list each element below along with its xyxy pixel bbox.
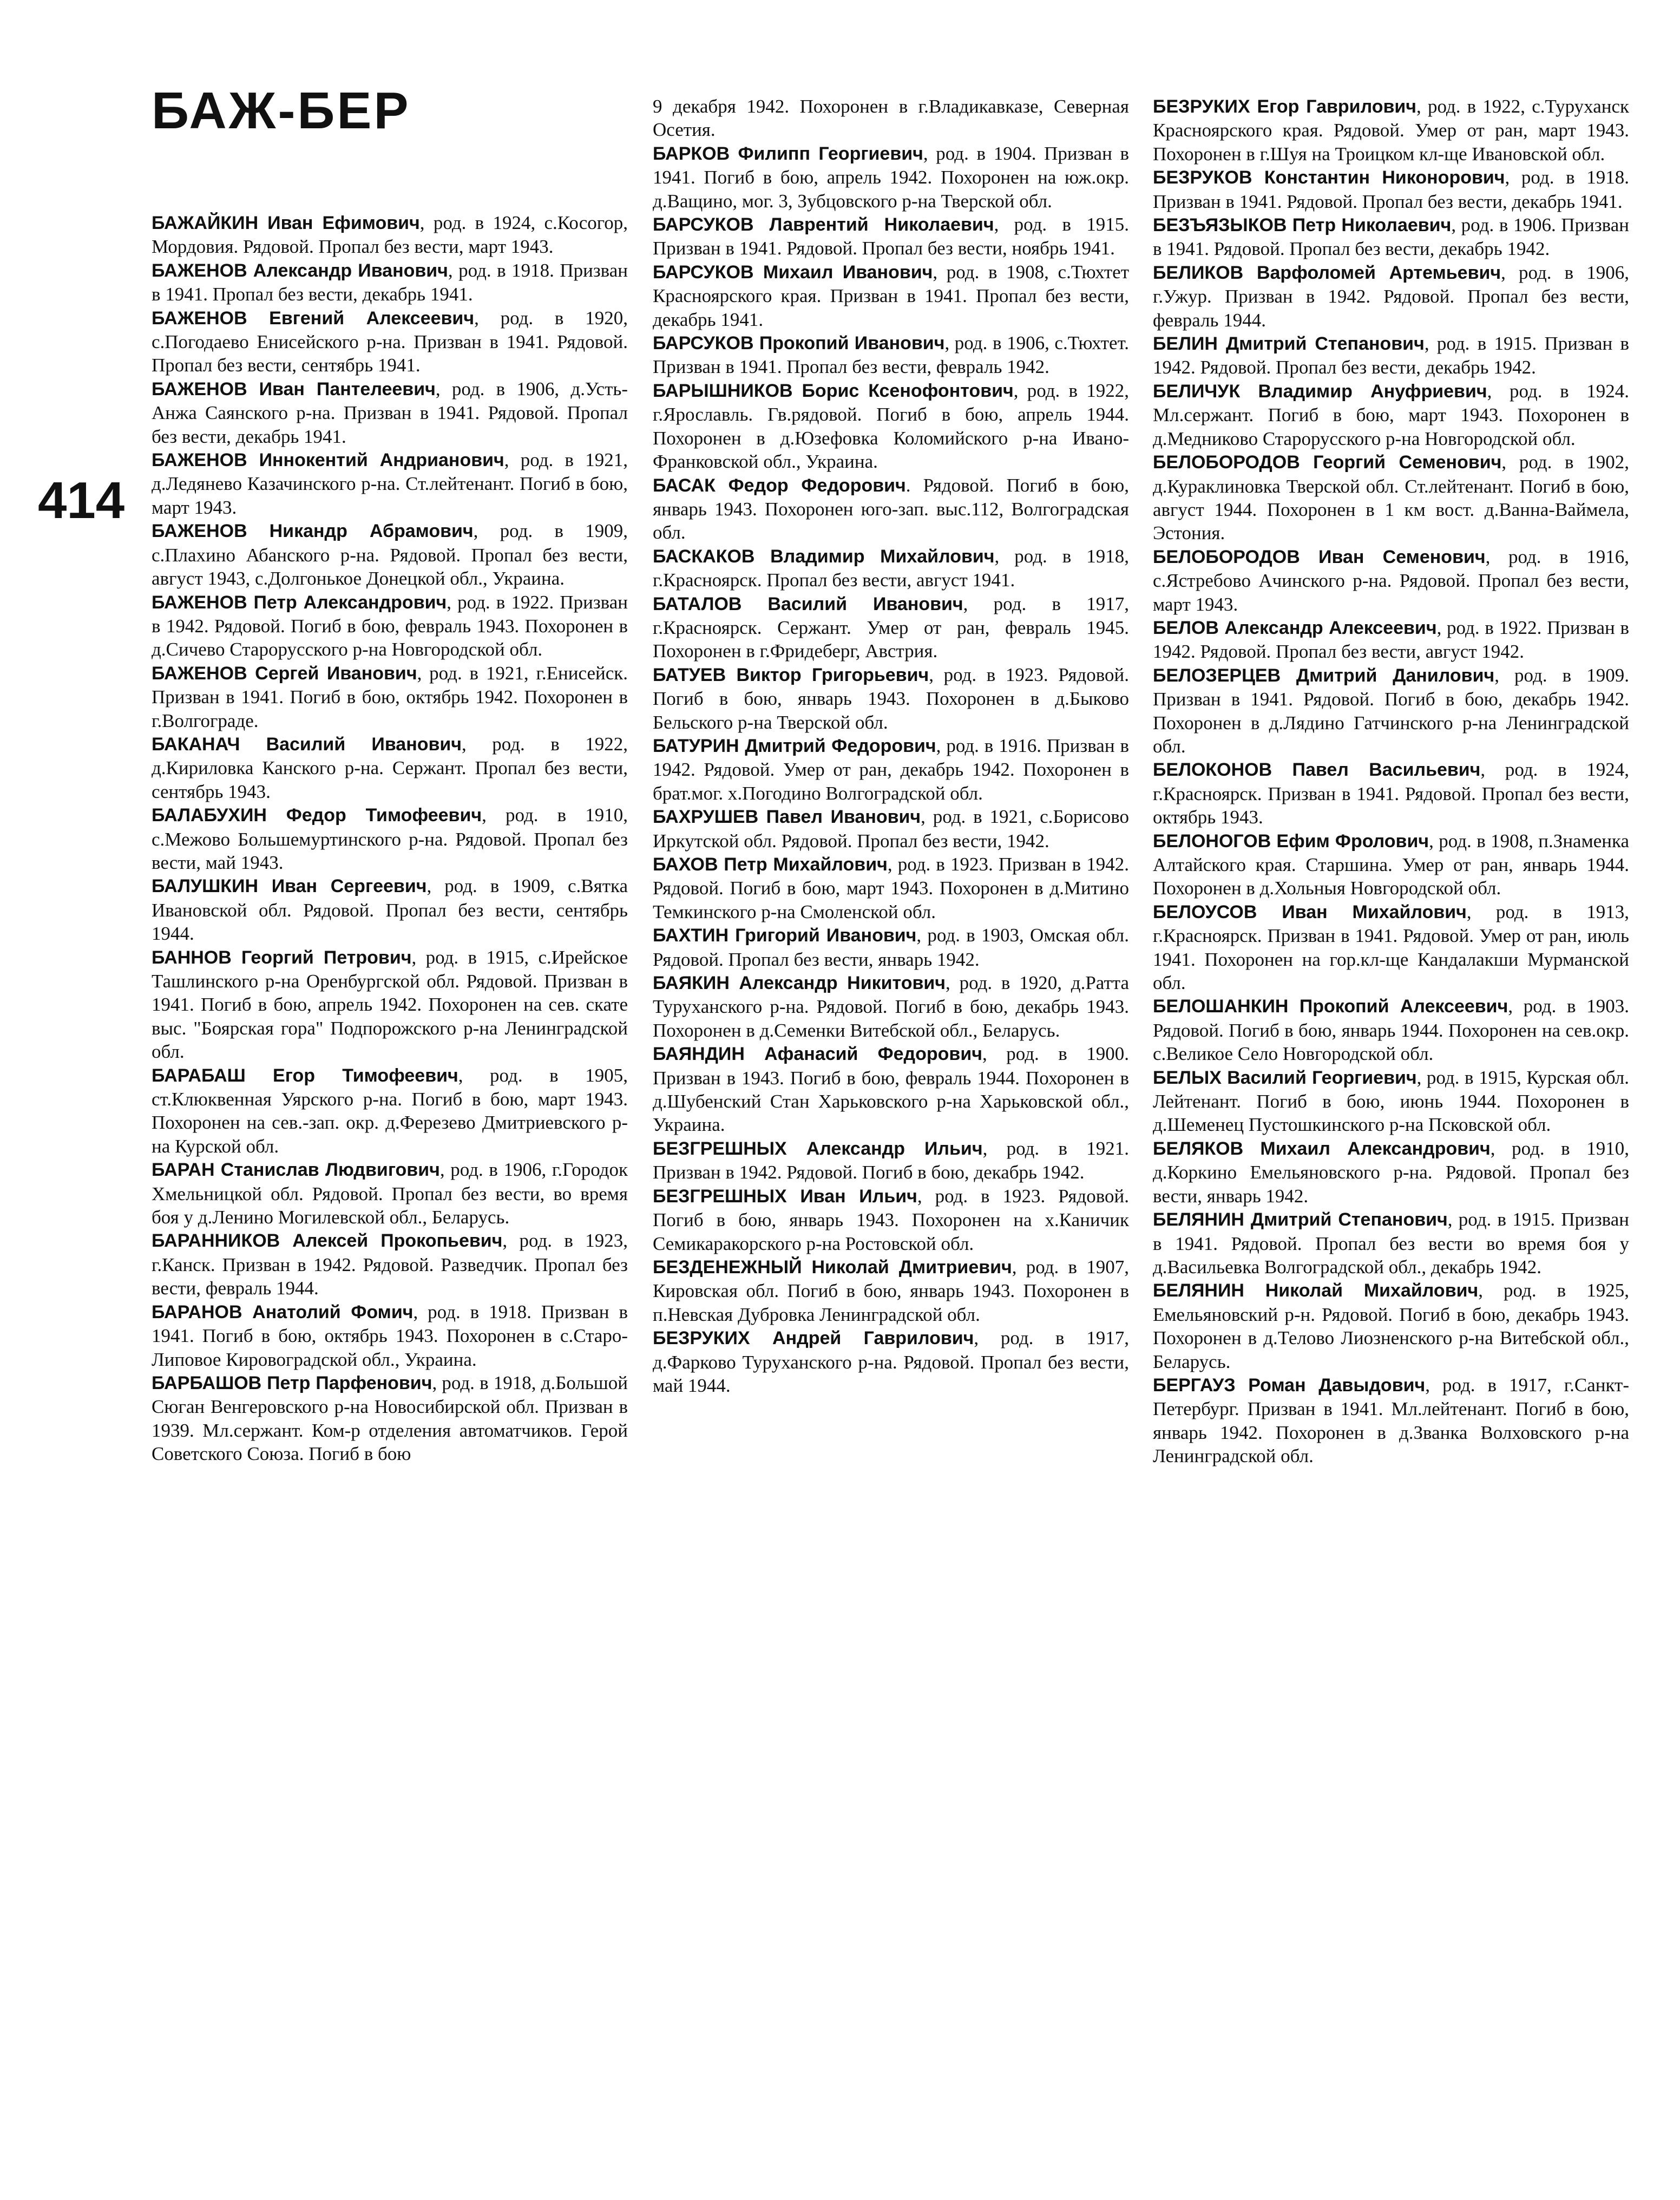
entry-name: БЕЛИЧУК Владимир Ануфриевич	[1153, 381, 1487, 402]
list-item	[152, 448, 628, 519]
list-item	[152, 662, 628, 732]
list-item	[1153, 1208, 1629, 1279]
list-item	[152, 1158, 628, 1229]
entry-name: БАЖЕНОВ Иван Пантелеевич	[152, 378, 436, 400]
list-item	[653, 379, 1129, 474]
entry-text: , род. в 1907, Кировская обл. Погиб в бою, январь 1943. Похоронен в п.Невская Дубровка Ленинградской обл.	[653, 1256, 1129, 1325]
entry-name: БАРСУКОВ Лаврентий Николаевич	[653, 214, 994, 235]
list-item	[653, 853, 1129, 924]
entry-text: , род. в 1906, с.Тюхтет. Призван в 1941. Пропал без вести, февраль 1942.	[653, 332, 1129, 378]
entry-text: , род. в 1923. Рядовой. Погиб в бою, январь 1943. Похоронен в д.Быково Бельского р-на Тверской обл.	[653, 664, 1129, 733]
entry-text: , род. в 1906, г.Городок Хмельницкой обл. Рядовой. Пропал без вести, во время боя у д.Ленино Могилевской обл., Беларусь.	[152, 1159, 628, 1228]
list-item	[1153, 1279, 1629, 1373]
entry-text: , род. в 1916. Призван в 1942. Рядовой. Умер от ран, декабрь 1942. Похоронен в брат.мог. х.Погодино Волгоградской обл.	[653, 735, 1129, 804]
list-item	[152, 946, 628, 1064]
entry-text: , род. в 1913, г.Красноярск. Призван в 1941. Рядовой. Умер от ран, июль 1941. Похоронен на гор.кл-ще Кандалакши Мурманской обл.	[1153, 901, 1629, 994]
list-item	[653, 734, 1129, 805]
list-item	[653, 142, 1129, 213]
entry-name: БЕЛЯНИН Николай Михайлович	[1153, 1280, 1479, 1301]
entry-name: БЕЛЯНИН Дмитрий Степанович	[1153, 1209, 1448, 1230]
list-item	[152, 732, 628, 803]
list-item	[653, 971, 1129, 1042]
entry-name: БАРСУКОВ Прокопий Иванович	[653, 333, 945, 354]
list-item	[653, 1326, 1129, 1397]
entry-name: БЕЗЪЯЗЫКОВ Петр Николаевич	[1153, 215, 1452, 236]
entry-text: 9 декабря 1942. Похоронен в г.Владикавказе, Северная Осетия.	[653, 96, 1129, 141]
entry-text: , род. в 1921, с.Борисово Иркутской обл. Рядовой. Пропал без вести, 1942.	[653, 806, 1130, 852]
list-item	[152, 803, 628, 874]
entry-text: , род. в 1915. Призван в 1941. Рядовой. Пропал без вести, ноябрь 1941.	[653, 214, 1129, 259]
list-item	[653, 805, 1129, 853]
entry-text: , род. в 1923, г.Канск. Призван в 1942. Рядовой. Разведчик. Пропал без вести, февраль 1944.	[152, 1230, 628, 1299]
entry-name: БАЯКИН Александр Никитович	[653, 973, 946, 994]
entry-text: , род. в 1921. Призван в 1942. Рядовой. Погиб в бою, декабрь 1942.	[653, 1137, 1129, 1183]
list-item	[1153, 450, 1629, 545]
entry-name: БЕЗГРЕШНЫХ Александр Ильич	[653, 1138, 983, 1159]
list-item	[1153, 379, 1629, 450]
list-item	[152, 211, 628, 259]
column-2	[653, 95, 1129, 1397]
entry-text: , род. в 1909, с.Плахино Абанского р-на. Рядовой. Пропал без вести, август 1943, с.Долгонькое Донецкой обл., Украина.	[152, 520, 628, 590]
entry-name: БАЖЕНОВ Петр Александрович	[152, 592, 447, 613]
entry-text: , род. в 1906, г.Ужур. Призван в 1942. Рядовой. Пропал без вести, февраль 1944.	[1153, 261, 1630, 331]
entry-text: , род. в 1918, д.Большой Сюган Венгеровского р-на Новосибирской обл. Призван в 1939. Мл.сержант. Ком-р отделения автоматчиков. Герой Советского Союза. Погиб в бою	[152, 1372, 628, 1465]
entry-name: БАТАЛОВ Василий Иванович	[653, 593, 963, 614]
list-item	[653, 545, 1129, 592]
entry-name: БАЖЕНОВ Александр Иванович	[152, 260, 448, 281]
entry-text: , род. в 1922, г.Ярославль. Гв.рядовой. Погиб в бою, апрель 1944. Похоронен в д.Юзефовка Коломийского р-на Ивано-Франковской обл., Украина.	[653, 379, 1130, 473]
entry-text: , род. в 1902, д.Кураклиновка Тверской обл. Ст.лейтенант. Погиб в бою, август 1944. Похоронен в 1 км вост. д.Ванна-Ваймела, Эстония.	[1153, 451, 1630, 544]
entry-name: БЕЗДЕНЕЖНЫЙ Николай Дмитриевич	[653, 1256, 1012, 1278]
list-item	[152, 306, 628, 377]
entry-text: , род. в 1918, г.Красноярск. Пропал без вести, август 1941.	[653, 545, 1130, 591]
list-item	[653, 1255, 1129, 1326]
entry-text: , род. в 1900. Призван в 1943. Погиб в бою, февраль 1944. Похоронен в д.Шубенский Стан Харьковского р-на Харьковской обл., Украина.	[653, 1043, 1129, 1136]
entry-text: , род. в 1904. Призван в 1941. Погиб в бою, апрель 1942. Похоронен на юж.окр. д.Ващино, мог. 3, Зубцовского р-на Тверской обл.	[653, 142, 1129, 212]
entry-name: БАРАН Станислав Людвигович	[152, 1160, 440, 1181]
entry-text: , род. в 1916, с.Ястребово Ачинского р-на. Рядовой. Пропал без вести, март 1943.	[1153, 546, 1629, 615]
entry-name: БАРСУКОВ Михаил Иванович	[653, 261, 933, 283]
entry-text: , род. в 1925, Емельяновский р-н. Рядовой. Погиб в бою, декабрь 1943. Похоронен в д.Телово Лиозненского р-на Витебской обл., Беларусь.	[1153, 1280, 1629, 1372]
entry-name: БЕЛОУСОВ Иван Михайлович	[1153, 901, 1467, 922]
entry-text: , род. в 1922, с.Туруханск Красноярского края. Рядовой. Умер от ран, март 1943. Похоронен в г.Шуя на Троицком кл-ще Ивановской обл.	[1153, 96, 1629, 165]
list-item	[653, 213, 1129, 260]
entry-text: , род. в 1903. Рядовой. Погиб в бою, январь 1944. Похоронен на сев.окр. с.Великое Село Новгородской обл.	[1153, 996, 1629, 1065]
list-item	[152, 1371, 628, 1466]
entry-name: БАЛАБУХИН Федор Тимофеевич	[152, 805, 482, 826]
list-item	[653, 663, 1129, 734]
entry-text: , род. в 1918. Призван в 1941. Погиб в бою, октябрь 1943. Похоронен в с.Старо-Липовое Кировоградской обл., Украина.	[152, 1301, 628, 1370]
entry-name: БЕЛОКОНОВ Павел Васильевич	[1153, 759, 1481, 781]
list-item	[653, 924, 1129, 971]
entry-name: БАТУРИН Дмитрий Федорович	[653, 735, 936, 756]
entry-name: БАРБАШОВ Петр Парфенович	[152, 1372, 432, 1393]
entry-name: БАЖЕНОВ Никандр Абрамович	[152, 521, 474, 542]
entry-text: , род. в 1915, с.Ирейское Ташлинского р-на Оренбургской обл. Рядовой. Призван в 1941. Погиб в бою, апрель 1942. Похоронен на сев. скате выс. "Боярская гора" Подпорожского р-на Ленинградской обл.	[152, 946, 628, 1063]
entry-text: . Рядовой. Погиб в бою, январь 1943. Похоронен юго-зап. выс.112, Волгоградская обл.	[653, 474, 1129, 544]
entry-text: , род. в 1910, д.Коркино Емельяновского р-на. Рядовой. Пропал без вести, январь 1942.	[1153, 1137, 1629, 1207]
list-item	[152, 1064, 628, 1158]
list-item	[152, 591, 628, 662]
entry-name: БЕЛОНОГОВ Ефим Фролович	[1153, 830, 1429, 852]
entry-name: БАСКАКОВ Владимир Михайлович	[653, 546, 995, 567]
entry-name: БАННОВ Георгий Петрович	[152, 947, 412, 968]
list-item	[1153, 616, 1629, 664]
list-item	[653, 1184, 1129, 1255]
list-item	[1153, 166, 1629, 213]
entry-text: , род. в 1918. Призван в 1941. Пропал без вести, декабрь 1941.	[152, 259, 628, 305]
entry-name: БЕРГАУЗ Роман Давыдович	[1153, 1374, 1426, 1396]
entry-name: БАСАК Федор Федорович	[653, 475, 906, 496]
list-item	[653, 1042, 1129, 1137]
entry-name: БЕЛЫХ Василий Георгиевич	[1153, 1067, 1417, 1088]
entry-name: БАХРУШЕВ Павел Иванович	[653, 807, 921, 828]
entry-text: , род. в 1915. Призван в 1941. Рядовой. Пропал без вести во время боя у д.Васильевка Волгоградской обл., декабрь 1942.	[1153, 1209, 1629, 1278]
entry-name: БАЖЕНОВ Иннокентий Андрианович	[152, 450, 504, 471]
column-1	[152, 211, 628, 1466]
column-3	[1153, 95, 1629, 1468]
entry-text: , род. в 1921, д.Ледянево Казачинского р-на. Ст.лейтенант. Погиб в бою, март 1943.	[152, 449, 628, 518]
entry-text: , род. в 1922, д.Кириловка Канского р-на. Сержант. Пропал без вести, сентябрь 1943.	[152, 733, 628, 802]
list-item	[1153, 95, 1629, 166]
list-item	[1153, 213, 1629, 261]
list-item	[1153, 1137, 1629, 1208]
list-item	[1153, 900, 1629, 995]
entry-text: , род. в 1908, с.Тюхтет Красноярского края. Призван в 1941. Пропал без вести, декабрь 1941.	[653, 261, 1129, 330]
list-item	[1153, 332, 1629, 379]
list-item	[653, 331, 1129, 379]
list-item	[1153, 758, 1629, 829]
entry-name: БЕЗРУКОВ Константин Никонорович	[1153, 167, 1505, 188]
list-item	[1153, 1373, 1629, 1468]
list-item	[152, 874, 628, 945]
entry-text: , род. в 1920, с.Погодаево Енисейского р-на. Призван в 1941. Рядовой. Пропал без вести, сентябрь 1941.	[152, 307, 628, 376]
entry-name: БАКАНАЧ Василий Иванович	[152, 734, 462, 755]
entry-name: БАРКОВ Филипп Георгиевич	[653, 143, 923, 164]
entry-text: , род. в 1905, ст.Клюквенная Уярского р-на. Погиб в бою, март 1943. Похоронен на сев.-зап. окр. д.Ферезево Дмитриевского р-на Курской обл.	[152, 1064, 628, 1157]
list-item	[653, 474, 1129, 545]
entry-text: , род. в 1924. Мл.сержант. Погиб в бою, март 1943. Похоронен в д.Медниково Старорусского р-на Новгородской обл.	[1153, 380, 1630, 449]
entry-name: БЕЗГРЕШНЫХ Иван Ильич	[653, 1186, 917, 1207]
entry-text: , род. в 1908, п.Знаменка Алтайского края. Старшина. Умер от ран, январь 1944. Похоронен в д.Хольныя Новгородской обл.	[1153, 830, 1630, 899]
list-item	[653, 592, 1129, 663]
entry-name: БЕЛИКОВ Варфоломей Артемьевич	[1153, 262, 1501, 283]
entry-name: БАЯНДИН Афанасий Федорович	[653, 1044, 982, 1065]
list-item	[1153, 664, 1629, 758]
entry-name: БАХТИН Григорий Иванович	[653, 925, 917, 946]
entry-name: БАЛУШКИН Иван Сергеевич	[152, 876, 427, 897]
entry-text: , род. в 1922. Призван в 1942. Рядовой. Пропал без вести, август 1942.	[1153, 617, 1629, 663]
entry-name: БАТУЕВ Виктор Григорьевич	[653, 664, 929, 685]
entry-text: , род. в 1923. Призван в 1942. Рядовой. Погиб в бою, март 1943. Похоронен в д.Митино Темкинского р-на Смоленской обл.	[653, 854, 1129, 922]
entry-name: БАРАБАШ Егор Тимофеевич	[152, 1065, 458, 1086]
entry-text: , род. в 1924, с.Косогор, Мордовия. Рядовой. Пропал без вести, март 1943.	[152, 212, 628, 258]
list-item	[1153, 545, 1629, 616]
entry-text: , род. в 1921, г.Енисейск. Призван в 1941. Погиб в бою, октябрь 1942. Похоронен в г.Волгограде.	[152, 662, 628, 731]
entry-text: , род. в 1910, с.Межово Большемуртинского р-на. Рядовой. Пропал без вести, май 1943.	[152, 804, 628, 873]
entry-name: БЕЛОБОРОДОВ Иван Семенович	[1153, 546, 1486, 567]
entry-name: БАЖАЙКИН Иван Ефимович	[152, 213, 420, 233]
entry-text: , род. в 1924, г.Красноярск. Призван в 1941. Рядовой. Пропал без вести, октябрь 1943.	[1153, 759, 1629, 828]
entry-text: , род. в 1906. Призван в 1941. Рядовой. Пропал без вести, декабрь 1942.	[1153, 214, 1629, 260]
entry-name: БАРАННИКОВ Алексей Прокопьевич	[152, 1230, 503, 1252]
entry-name: БЕЛОВ Александр Алексеевич	[1153, 617, 1437, 638]
entry-text: , род. в 1922. Призван в 1942. Рядовой. Погиб в бою, февраль 1943. Похоронен в д.Сичево Старорусского р-на Новгородской обл.	[152, 591, 628, 660]
entry-text: , род. в 1915, Курская обл. Лейтенант. Погиб в бою, июнь 1944. Похоронен в д.Шеменец Пустошкинского р-на Псковской обл.	[1153, 1066, 1629, 1136]
entry-name: БЕЗРУКИХ Андрей Гаврилович	[653, 1328, 974, 1349]
entry-name: БЕЛЯКОВ Михаил Александрович	[1153, 1138, 1491, 1159]
entry-name: БЕЛИН Дмитрий Степанович	[1153, 333, 1425, 355]
entry-name: БЕЛОШАНКИН Прокопий Алексеевич	[1153, 996, 1508, 1017]
list-item	[1153, 261, 1629, 332]
entry-name: БЕЛОБОРОДОВ Георгий Семенович	[1153, 452, 1502, 473]
entry-name: БАРЫШНИКОВ Борис Ксенофонтович	[653, 380, 1014, 401]
list-item	[653, 95, 1129, 142]
entry-text: , род. в 1906, д.Усть-Анжа Саянского р-на. Призван в 1941. Рядовой. Пропал без вести, декабрь 1941.	[152, 378, 628, 447]
list-item	[152, 259, 628, 306]
list-item	[152, 519, 628, 590]
entry-text: , род. в 1923. Рядовой. Погиб в бою, январь 1943. Похоронен на х.Каничик Семикаракорского р-на Ростовской обл.	[653, 1185, 1129, 1254]
page-title: БАЖ-БЕР	[152, 82, 411, 140]
entry-name: БАРАНОВ Анатолий Фомич	[152, 1301, 414, 1322]
entry-text: , род. в 1909, с.Вятка Ивановской обл. Рядовой. Пропал без вести, сентябрь 1944.	[152, 875, 628, 945]
list-item	[152, 377, 628, 448]
list-item	[653, 260, 1129, 331]
entry-text: , род. в 1920, д.Ратта Туруханского р-на. Рядовой. Погиб в бою, декабрь 1943. Похоронен в д.Семенки Витебской обл., Беларусь.	[653, 972, 1129, 1041]
entry-text: , род. в 1917, г.Санкт-Петербург. Призван в 1941. Мл.лейтенант. Погиб в бою, январь 1942. Похоронен в д.Званка Волховского р-на Ленинградской обл.	[1153, 1374, 1629, 1467]
entry-name: БЕЛОЗЕРЦЕВ Дмитрий Данилович	[1153, 665, 1495, 686]
list-item	[152, 1229, 628, 1300]
entry-name: БАЖЕНОВ Сергей Иванович	[152, 663, 417, 684]
entry-text: , род. в 1918. Призван в 1941. Рядовой. Пропал без вести, декабрь 1941.	[1153, 167, 1629, 212]
list-item	[1153, 994, 1629, 1065]
entry-name: БАЖЕНОВ Евгений Алексеевич	[152, 307, 475, 329]
entry-name: БЕЗРУКИХ Егор Гаврилович	[1153, 96, 1417, 117]
entry-text: , род. в 1915. Призван в 1942. Рядовой. Пропал без вести, декабрь 1942.	[1153, 333, 1629, 378]
entry-text: , род. в 1903, Омская обл. Рядовой. Пропал без вести, январь 1942.	[653, 925, 1130, 970]
entry-text: , род. в 1909. Призван в 1941. Рядовой. Погиб в бою, декабрь 1942. Похоронен в д.Лядино Гатчинского р-на Ленинградской обл.	[1153, 664, 1630, 757]
list-item	[152, 1300, 628, 1371]
page-number: 414	[38, 472, 125, 529]
entry-text: , род. в 1917, г.Красноярск. Сержант. Умер от ран, февраль 1945. Похоронен в г.Фридеберг, Австрия.	[653, 593, 1129, 662]
entry-name: БАХОВ Петр Михайлович	[653, 854, 888, 875]
list-item	[1153, 1066, 1629, 1137]
list-item	[1153, 829, 1629, 900]
entry-text: , род. в 1917, д.Фарково Туруханского р-на. Рядовой. Пропал без вести, май 1944.	[653, 1327, 1130, 1396]
list-item	[653, 1137, 1129, 1184]
